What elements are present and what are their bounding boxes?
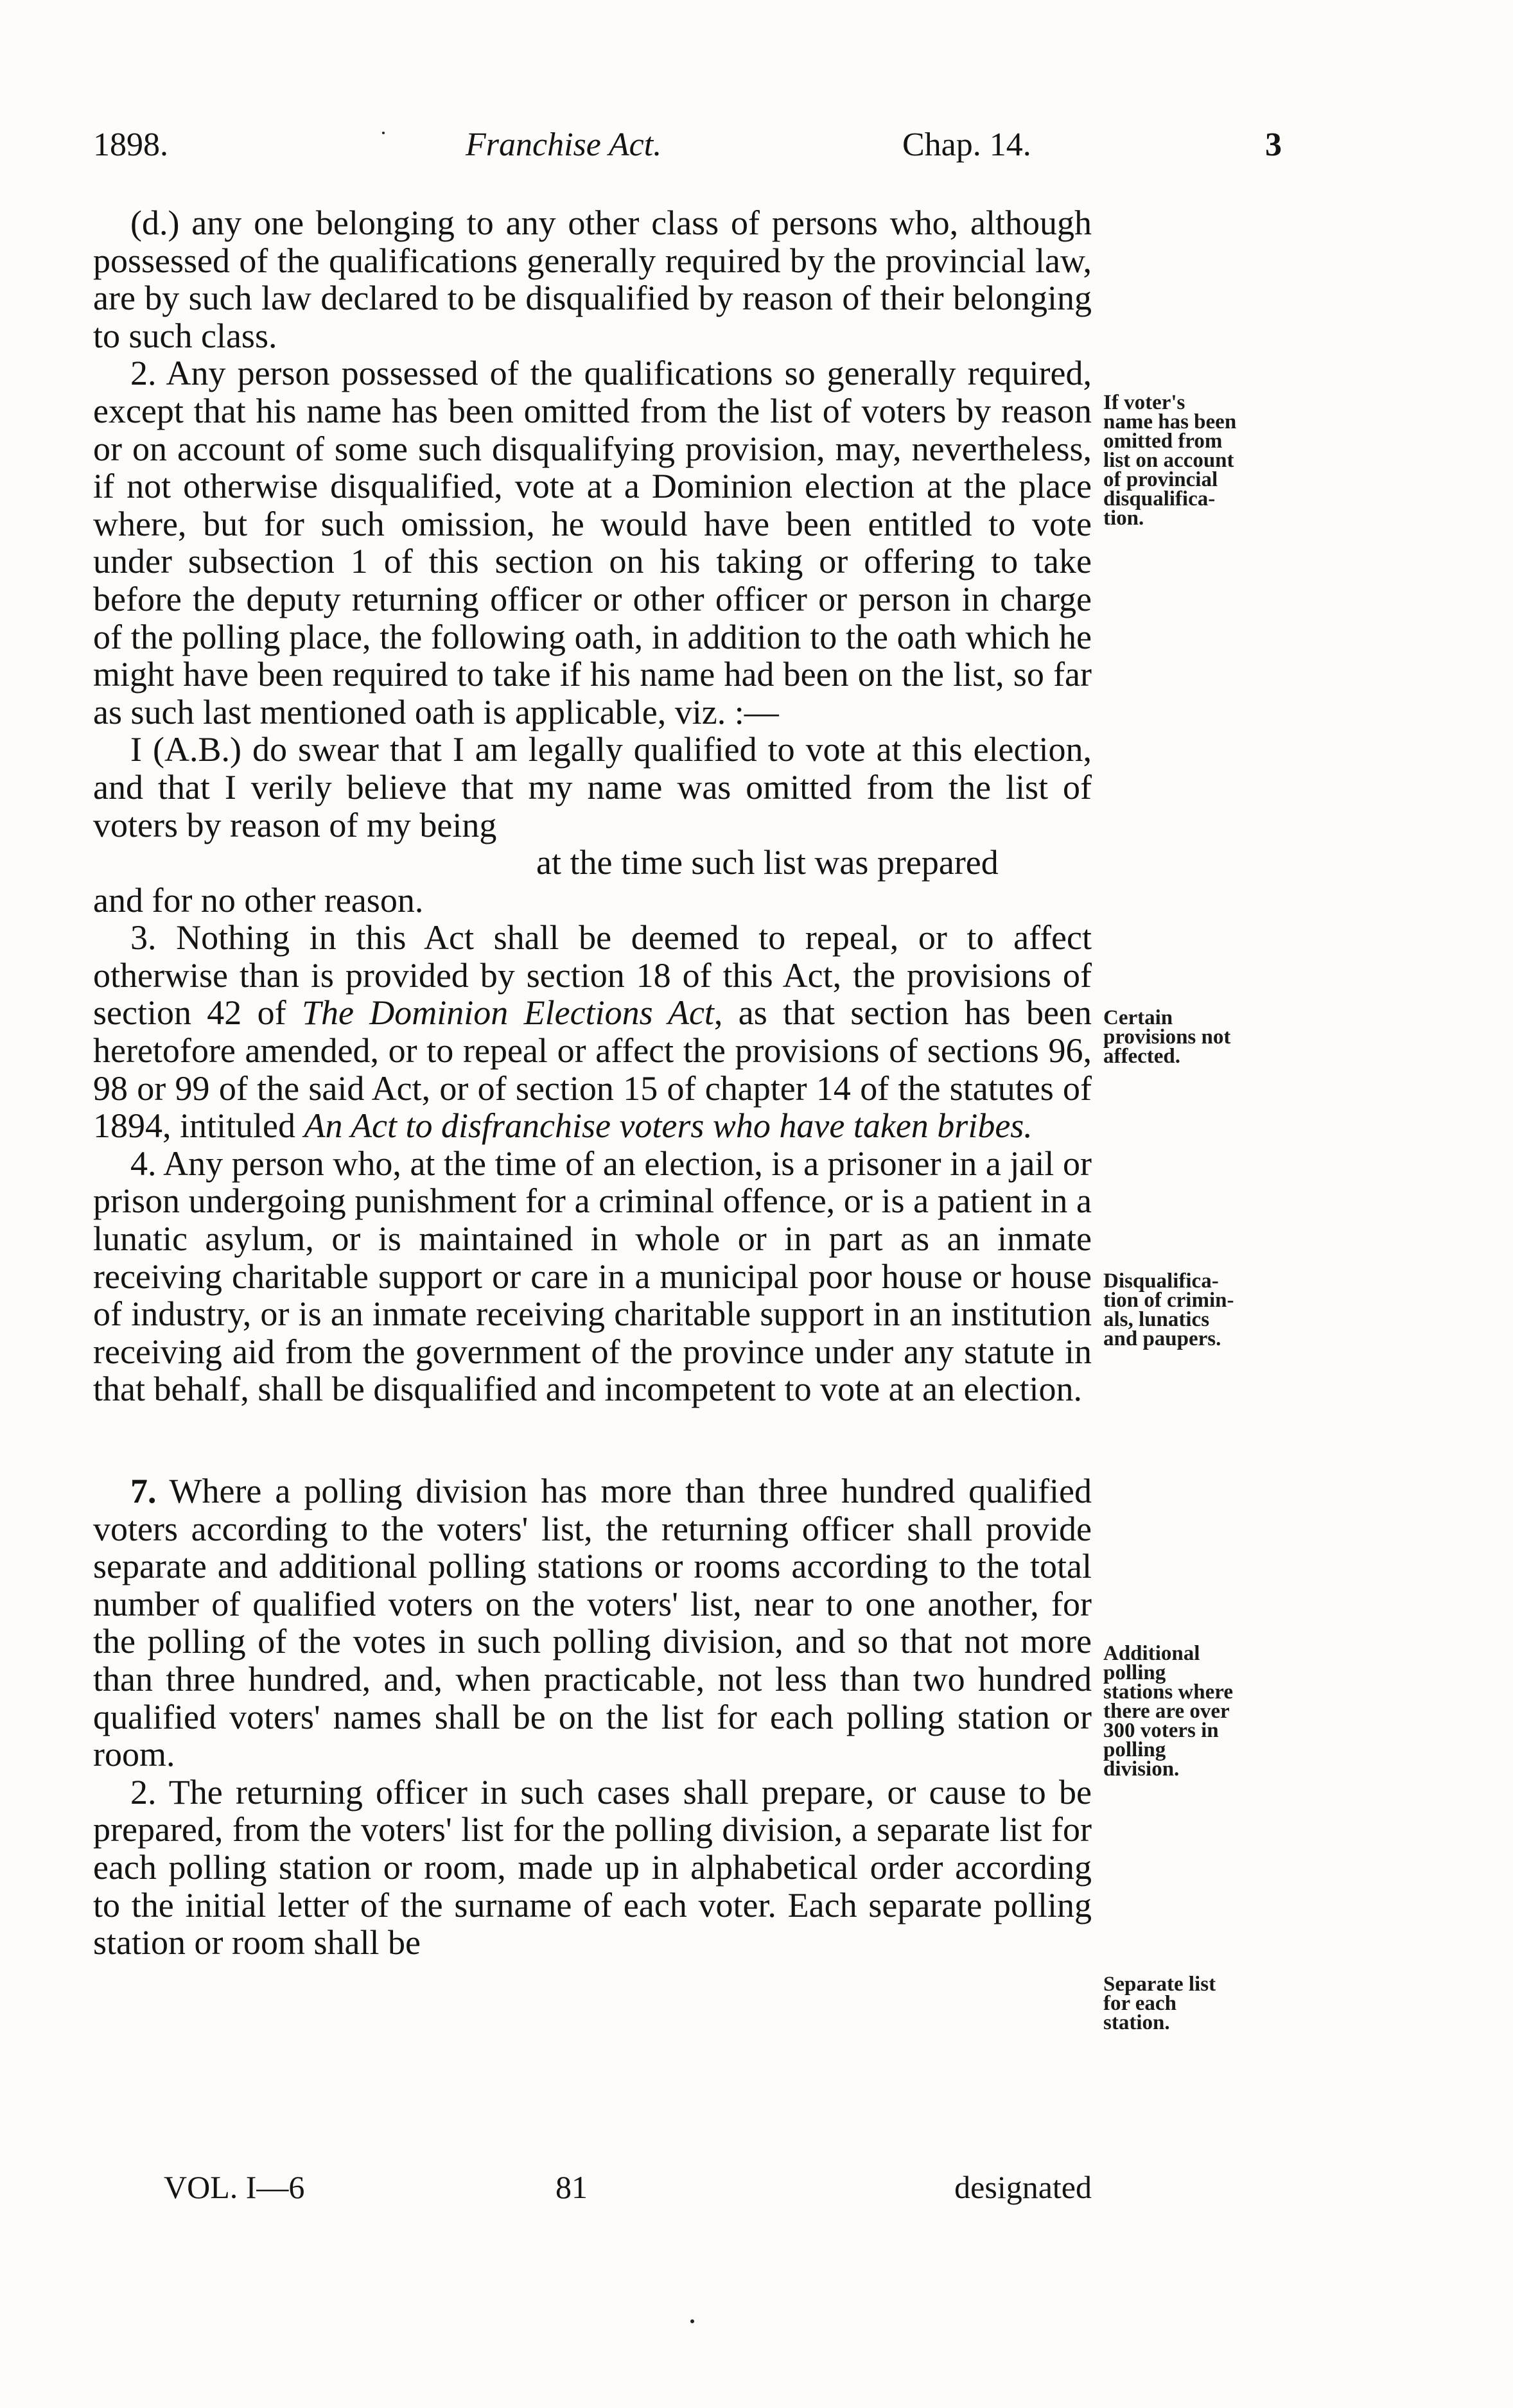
margin-note-line: division. [1103, 1758, 1180, 1781]
margin-note-certain-provisions [1103, 1008, 1264, 1066]
paragraph-3-part-a: 3. Nothing in this Act shall be deemed to repeal, or to affect otherwise than is provided by section 18 of this Act, the provisions of section 42 of [93, 918, 1092, 1033]
margin-note-omitted-voter [1103, 393, 1264, 528]
paragraph-2: 2. Any person possessed of the qualifications so generally required, except that his name has been omitted from the list of voters by reason or on account of some such disqualifying provision, may, nevertheless, if not otherwise disqualified, vote at a Dominion election at the place where, but for such omission, he would have been entitled to vote under subsection 1 of this section on his taking or offering to take before the deputy returning officer or other officer or person in charge of the polling place, the following oath, in addition to the oath which he might have been required to take if his name had been on the list, so far as such last mentioned oath is applicable, viz. :— [93, 354, 1092, 731]
section-7-text: Where a polling division has more than three hundred qualified voters according to the voters' list, the returning officer shall provide separate and additional polling stations or rooms according to the total number of qualified voters on the voters' list, near to one another, for the polling of the votes in such polling division, and so that not more than three hundred, and, when practicable, not less than two hundred qualified voters' names shall be on the list for each polling station or room. [93, 1472, 1092, 1774]
margin-note-line: affected. [1103, 1045, 1181, 1068]
margin-note-line: als, lunatics [1103, 1308, 1210, 1331]
section-7-number: 7. [130, 1472, 157, 1510]
margin-note-line: list on account [1103, 449, 1234, 472]
oath-blank-line [93, 844, 1092, 882]
margin-note-line: Disqualifica- [1103, 1269, 1219, 1293]
margin-note-line: 300 voters in [1103, 1719, 1219, 1742]
margin-note-line: Certain [1103, 1006, 1173, 1029]
footer-catchword: designated [954, 2169, 1092, 2205]
margin-note-line: stations where [1103, 1680, 1233, 1704]
margin-note-line: name has been [1103, 410, 1237, 433]
margin-note-line: provisions not [1103, 1025, 1231, 1049]
margin-note-line: and paupers. [1103, 1327, 1221, 1350]
margin-note-line: tion. [1103, 507, 1144, 530]
paper-speck [690, 2319, 694, 2323]
footer-volume: VOL. I—6 [164, 2169, 305, 2205]
footer-number: 81 [555, 2169, 588, 2205]
margin-note-line: Additional [1103, 1642, 1200, 1665]
margin-note-line: of provincial [1103, 468, 1218, 491]
paragraph-d: (d.) any one belonging to any other class of persons who, although possessed of the qualifications generally required by the provincial law, are by such law declared to be disqualified by reason of their belonging to such class. [93, 204, 1092, 355]
page-footer [93, 2168, 1092, 2210]
section-gap [93, 1408, 1092, 1472]
margin-note-line: Separate list [1103, 1973, 1216, 1996]
running-header [93, 126, 1282, 171]
margin-note-line: tion of crimin- [1103, 1289, 1234, 1312]
header-year: 1898. [93, 127, 168, 163]
margin-note-line: If voter's [1103, 391, 1185, 414]
margin-note-separate-list [1103, 1975, 1264, 2032]
margin-note-line: omitted from [1103, 430, 1223, 453]
section-7 [93, 1472, 1092, 1774]
margin-note-line: for each [1103, 1992, 1176, 2015]
section-7-subsection-2: 2. The returning officer in such cases shall prepare, or cause to be prepared, from the voters' list for the polling division, a separate list for each polling station or room, made up in alphabetical order according to the initial letter of the surname of each voter. Each separate polling station or room shall be [93, 1772, 1092, 1962]
paragraph-3-act-title: The Dominion Elections Act [301, 993, 714, 1033]
margin-note-line: there are over [1103, 1700, 1230, 1723]
paragraph-3-act-title-2: An Act to disfranchise voters who have taken bribes. [304, 1106, 1033, 1146]
header-title: Franchise Act. [466, 127, 662, 163]
margin-note-line: disqualifica- [1103, 487, 1216, 510]
margin-note-line: station. [1103, 2011, 1170, 2034]
margin-note-line: polling [1103, 1738, 1166, 1761]
oath-continuation: at the time such list was prepared [536, 843, 999, 882]
header-page-number: 3 [1265, 127, 1282, 163]
paper-speck [382, 132, 385, 134]
paragraph-4: 4. Any person who, at the time of an election, is a prisoner in a jail or prison undergoing punishment for a criminal offence, or is a patient in a lunatic asylum, or is maintained in whole or in part as an inmate receiving charitable support or care in a municipal poor house or house of industry, or is an inmate receiving charitable support in an institution receiving aid from the government of the province under any statute in that behalf, shall be disqualified and incompetent to vote at an election. [93, 1144, 1092, 1409]
margin-note-additional-polling [1103, 1644, 1264, 1779]
body-text [93, 204, 1092, 1962]
margin-note-line: polling [1103, 1661, 1166, 1684]
oath-end: and for no other reason. [93, 880, 424, 920]
paragraph-3-part-b: , as that section has been heretofore amended, or to repeal or affect the provisions of sections 96, 98 or 99 of the said Act, or of section 15 of chapter 14 of the statutes of 1894, intituled [93, 993, 1092, 1146]
oath-text: I (A.B.) do swear that I am legally qualified to vote at this election, and that I verily believe that my name was omitted from the list of voters by reason of my being [93, 730, 1092, 844]
header-chapter: Chap. 14. [902, 127, 1031, 163]
paragraph-3 [93, 919, 1092, 1145]
margin-note-disqualification [1103, 1271, 1264, 1348]
